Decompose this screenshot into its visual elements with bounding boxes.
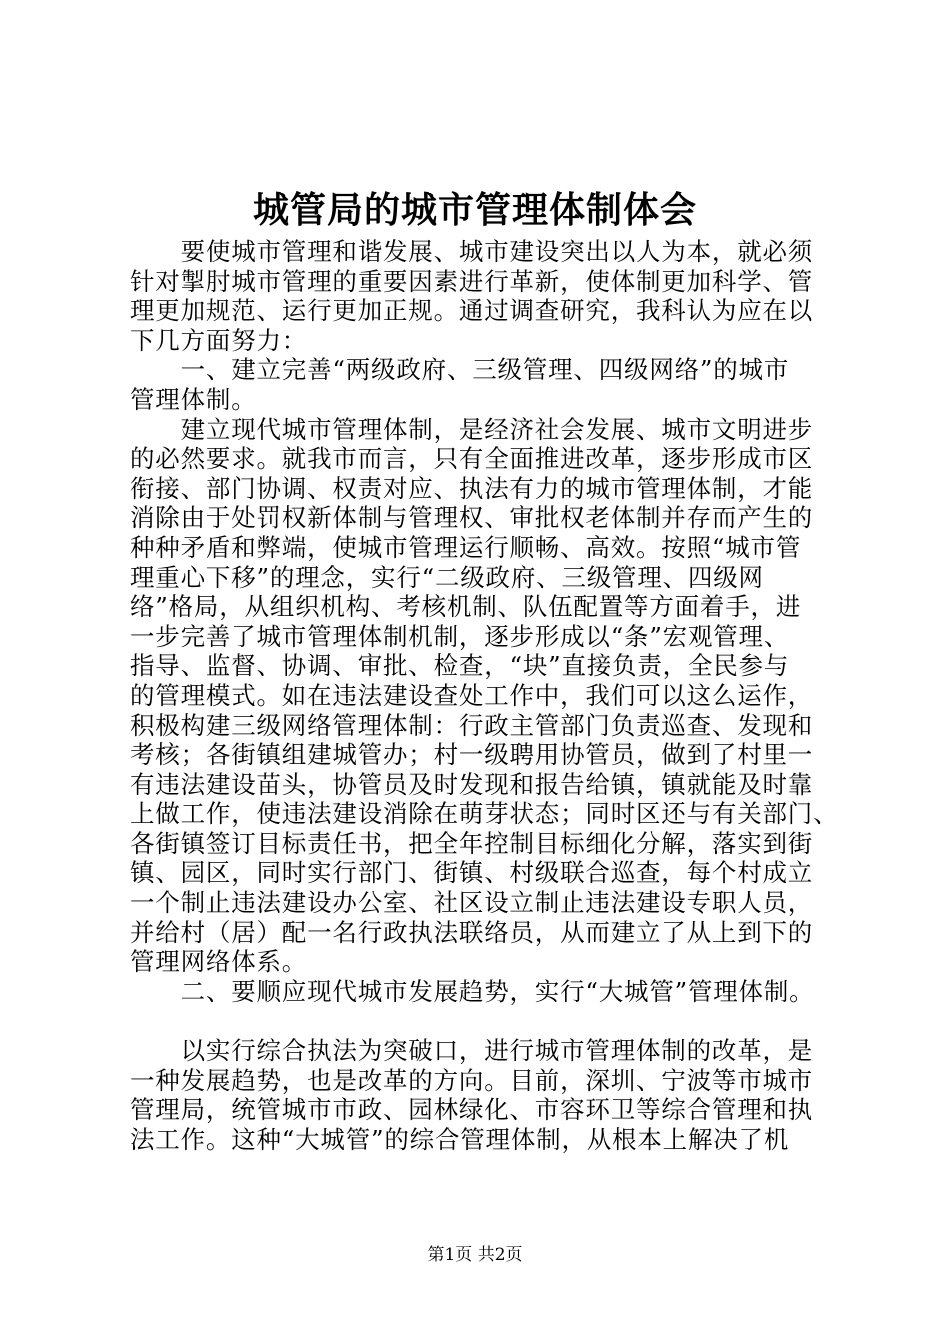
text-line: 要使城市管理和谐发展、城市建设突出以人为本，就必须 xyxy=(130,237,814,266)
document-title: 城管局的城市管理体制体会 xyxy=(252,189,697,231)
text-line: 下几方面努力： xyxy=(130,325,308,355)
text-line: 一、建立完善“两级政府、三级管理、四级网络”的城市 xyxy=(130,355,790,385)
text-line: 并给村（居）配一名行政执法联络员，从而建立了从上到下的 xyxy=(130,917,814,947)
page-footer: 第1页 共2页 xyxy=(427,1245,523,1265)
text-line: 衔接、部门协调、权责对应、执法有力的城市管理体制，才能 xyxy=(130,473,814,503)
text-line: 指导、监督、协调、审批、检查，“块”直接负责，全民参与 xyxy=(130,651,790,681)
text-line: 上做工作，使违法建设消除在萌芽状态；同时区还与有关部门、 xyxy=(130,799,839,829)
text-line: 种种矛盾和弊端，使城市管理运行顺畅、高效。按照“城市管 xyxy=(130,532,802,562)
text-line: 消除由于处罚权新体制与管理权、审批权老体制并存而产生的 xyxy=(130,503,814,533)
text-line: 考核；各街镇组建城管办；村一级聘用协管员，做到了村里一 xyxy=(130,740,814,770)
text-line: 管理局，统管城市市政、园林绿化、市容环卫等综合管理和执 xyxy=(130,1095,814,1125)
text-line: 法工作。这种“大城管”的综合管理体制，从根本上解决了机 xyxy=(130,1124,790,1154)
text-line: 理重心下移”的理念，实行“二级政府、三级管理、四级网 xyxy=(130,562,764,592)
blank-line xyxy=(130,1006,830,1036)
text-line: 以实行综合执法为突破口，进行城市管理体制的改革，是 xyxy=(130,1036,814,1066)
text-line: 镇、园区，同时实行部门、街镇、村级联合巡查，每个村成立 xyxy=(130,858,814,888)
text-line: 的管理模式。如在违法建设查处工作中，我们可以这么运作， xyxy=(130,680,814,710)
text-line: 建立现代城市管理体制，是经济社会发展、城市文明进步 xyxy=(130,414,814,444)
text-line: 二、要顺应现代城市发展趋势，实行“大城管”管理体制。 xyxy=(130,976,815,1006)
text-line: 络”格局，从组织机构、考核机制、队伍配置等方面着手，进 xyxy=(130,592,802,622)
text-line: 各街镇签订目标责任书，把全年控制目标细化分解，落实到街 xyxy=(130,828,814,858)
text-line: 理更加规范、运行更加正规。通过调查研究，我科认为应在以 xyxy=(130,296,814,326)
text-line: 管理体制。 xyxy=(130,384,257,414)
text-line: 的必然要求。就我市而言，只有全面推进改革，逐步形成市区 xyxy=(130,444,814,474)
text-line: 一个制止违法建设办公室、社区设立制止违法建设专职人员， xyxy=(130,888,814,918)
text-line: 管理网络体系。 xyxy=(130,947,308,977)
text-line: 一步完善了城市管理体制机制，逐步形成以“条”宏观管理、 xyxy=(130,621,790,651)
text-line: 有违法建设苗头，协管员及时发现和报告给镇，镇就能及时靠 xyxy=(130,769,814,799)
document-body xyxy=(130,237,839,1154)
text-line: 积极构建三级网络管理体制：行政主管部门负责巡查、发现和 xyxy=(130,710,814,740)
text-line: 一种发展趋势，也是改革的方向。目前，深圳、宁波等市城市 xyxy=(130,1065,814,1095)
text-line: 针对掣肘城市管理的重要因素进行革新，使体制更加科学、管 xyxy=(130,266,814,296)
